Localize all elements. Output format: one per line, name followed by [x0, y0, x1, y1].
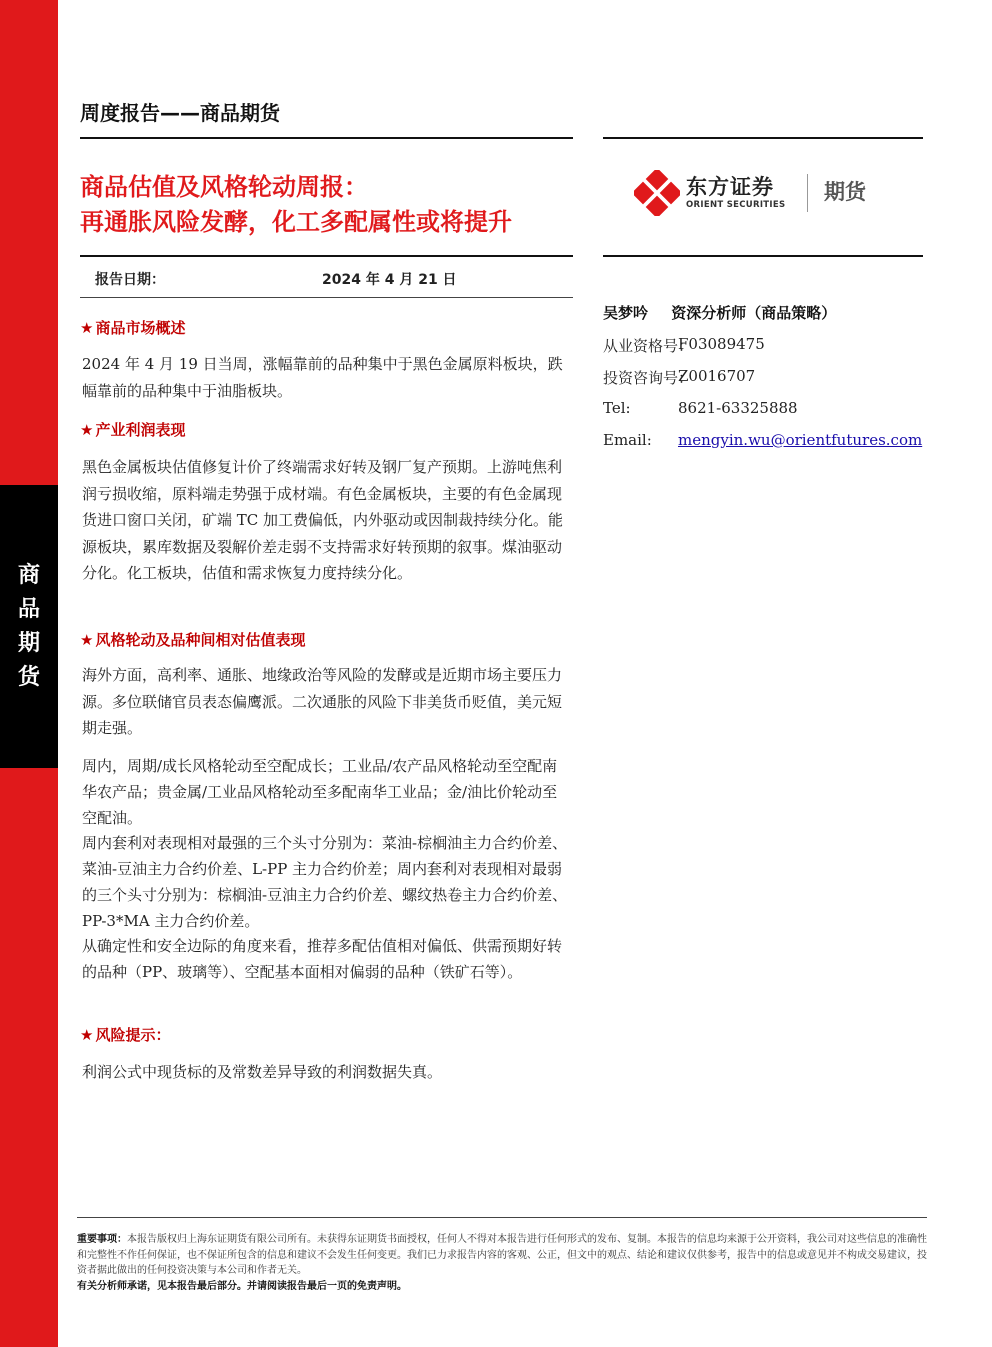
logo-en-text: ORIENT SECURITIES	[686, 200, 786, 210]
section-heading: ★ 风格轮动及品种间相对估值表现	[80, 631, 306, 649]
disclaimer-label: 重要事项：	[77, 1234, 127, 1245]
section-heading: ★ 风险提示：	[80, 1026, 171, 1044]
section-paragraph: 黑色金属板块估值修复计价了终端需求好转及钢厂复产预期。上游吨焦利润亏损收缩，原料端走势强于成材端。有色金属板块，主要的有色金属现货进口窗口关闭，矿端 TC 加工费偏低，内外驱动或因制裁持续分化。能源板块，累库数据及裂解价差走弱不支持需求好转预期的叙事。煤油驱动分化。化工板块，估值和需求恢复力度持续分化。	[82, 458, 564, 582]
star-icon: ★	[80, 421, 94, 439]
star-icon: ★	[80, 319, 94, 337]
consult-number: Z0016707	[678, 367, 756, 385]
consult-row: 投资咨询号： Z0016707	[603, 367, 756, 387]
email-link[interactable]: mengyin.wu@orientfutures.com	[678, 431, 923, 449]
footer-rule	[77, 1217, 927, 1218]
section-paragraph: 利润公式中现货标的及常数差异导致的利润数据失真。	[82, 1063, 443, 1081]
star-icon: ★	[80, 1026, 94, 1044]
header-rule-right	[603, 137, 923, 139]
disclaimer-last-line: 有关分析师承诺，见本报告最后部分。并请阅读报告最后一页的免责声明。	[77, 1280, 407, 1292]
section-paragraph: 从确定性和安全边际的角度来看，推荐多配估值相对偏低、供需预期好转的品种（PP、玻璃等）、空配基本面相对偏弱的品种（铁矿石等）。	[82, 937, 563, 981]
report-title	[80, 170, 512, 240]
tel-number: 8621-63325888	[678, 399, 798, 417]
side-tab-char: 货	[17, 664, 40, 690]
side-category-tab	[0, 485, 58, 768]
orient-logo-icon	[634, 170, 680, 216]
analyst-header	[603, 302, 836, 323]
logo-separator	[807, 174, 808, 212]
disclaimer	[77, 1232, 927, 1294]
logo-cn-text: 东方证券	[686, 175, 774, 199]
side-tab-char: 期	[17, 630, 40, 656]
section-paragraph: 2024 年 4 月 19 日当周，涨幅靠前的品种集中于黑色金属原料板块，跌幅靠前的品种集中于油脂板块。	[82, 355, 563, 400]
title-line-2: 再通胀风险发酵，化工多配属性或将提升	[80, 208, 512, 236]
analyst-name: 吴梦吟	[603, 304, 649, 322]
section-paragraph: 海外方面，高利率、通胀、地缘政治等风险的发酵或是近期市场主要压力源。多位联储官员表态偏鹰派。二次通胀的风险下非美货币贬值，美元短期走强。	[82, 666, 563, 737]
disclaimer-text: 本报告版权归上海东证期货有限公司所有。未获得东证期货书面授权，任何人不得对本报告进行任何形式的发布、复制。本报告的信息均来源于公开资料，我公司对这些信息的准确性和完整性不作任何保证，也不保证所包含的信息和建议不会发生任何变更。我们已力求报告内容的客观、公正，但文中的观点、结论和建议仅供参考，报告中的信息或意见并不构成交易建议，投资者据此做出的任何投资决策与本公司和作者无关。	[77, 1234, 927, 1276]
section-paragraph: 周内，周期/成长风格轮动至空配成长；工业品/农产品风格轮动至空配南华农产品；贵金属/工业品风格轮动至多配南华工业品；金/油比价轮动至空配油。	[82, 757, 558, 827]
qualification-row: 从业资格号： F03089475	[603, 335, 765, 355]
title-rule-right	[603, 255, 923, 257]
orient-logo	[634, 168, 884, 218]
header-rule-left	[80, 137, 573, 139]
date-rule	[80, 297, 573, 298]
section-paragraph: 周内套利对表现相对最强的三个头寸分别为：菜油-棕榈油主力合约价差、菜油-豆油主力合约价差、L-PP 主力合约价差；周内套利对表现相对最弱的三个头寸分别为：棕榈油-豆油主力合约价差、螺纹热卷主力合约价差、PP-3*MA 主力合约价差。	[82, 834, 568, 930]
report-date-value: 2024 年 4 月 21 日	[322, 272, 457, 288]
side-tab-char: 商	[17, 562, 40, 588]
title-rule-left	[80, 255, 573, 257]
title-line-1: 商品估值及风格轮动周报：	[80, 173, 368, 201]
qualification-number: F03089475	[678, 335, 765, 353]
logo-division: 期货	[824, 180, 866, 204]
section-heading: ★ 产业利润表现	[80, 421, 186, 439]
side-tab-char: 品	[17, 596, 40, 622]
report-type: 周度报告——商品期货	[80, 101, 280, 125]
section-heading: ★ 商品市场概述	[80, 319, 186, 337]
star-icon: ★	[80, 631, 94, 649]
tel-row: Tel: 8621-63325888	[603, 399, 798, 417]
analyst-title: 资深分析师（商品策略）	[671, 304, 837, 322]
email-row: Email: mengyin.wu@orientfutures.com	[603, 431, 923, 449]
report-date-label: 报告日期：	[95, 272, 165, 288]
